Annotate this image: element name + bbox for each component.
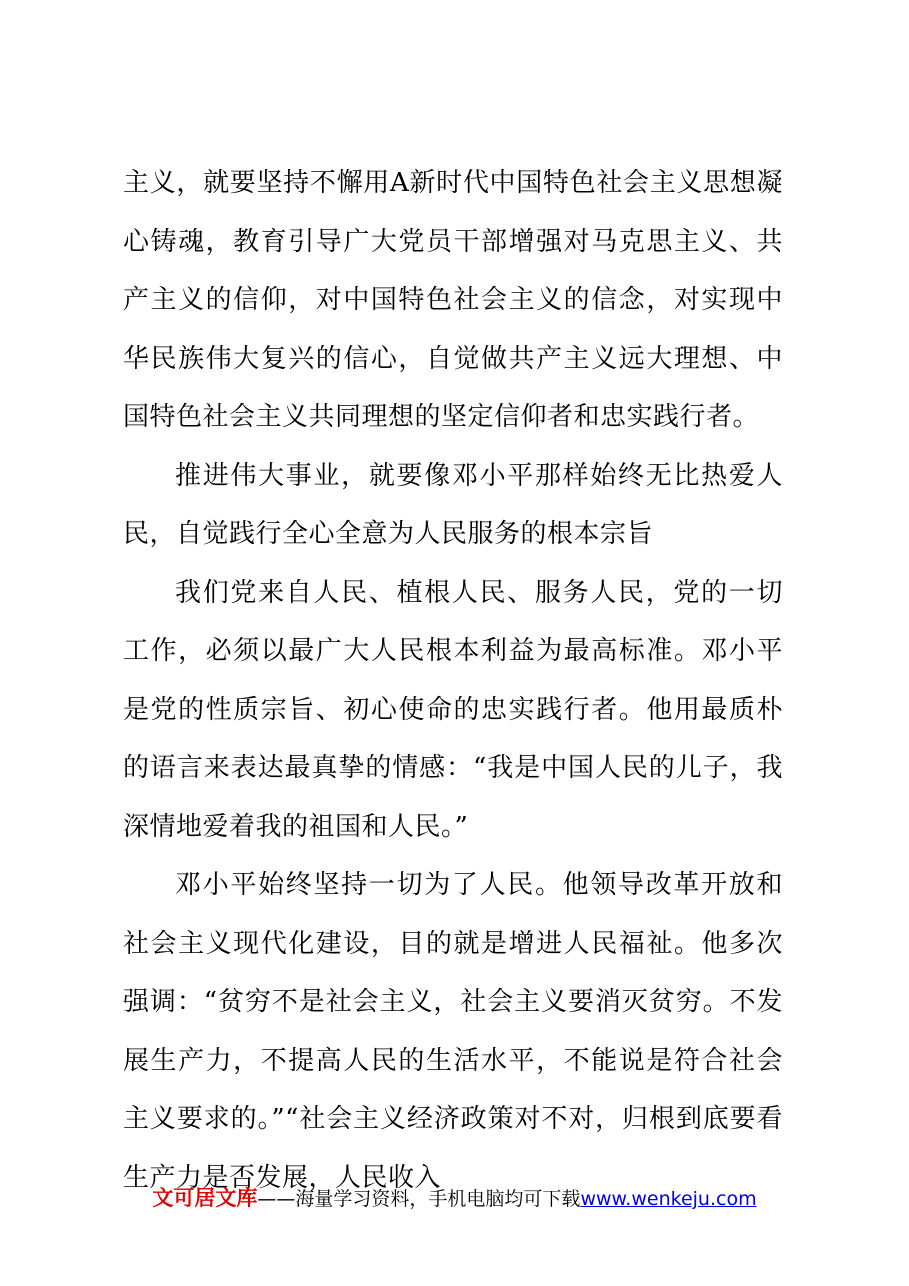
- document-body: [123, 154, 783, 1207]
- page-footer: [0, 1182, 909, 1212]
- paragraph: 主义，就要坚持不懈用A新时代中国特色社会主义思想凝心铸魂，教育引导广大党员干部增强对马克思主义、共产主义的信仰，对中国特色社会主义的信念，对实现中华民族伟大复兴的信心，自觉做共产主义远大理想、中国特色社会主义共同理想的坚定信仰者和忠实践行者。: [123, 168, 783, 432]
- paragraph: 我们党来自人民、植根人民、服务人民，党的一切工作，必须以最广大人民根本利益为最高标准。邓小平是党的性质宗旨、初心使命的忠实践行者。他用最质朴的语言来表达最真挚的情感：“我是中国人民的儿子，我深情地爱着我的祖国和人民。”: [123, 577, 783, 842]
- footer-website-link[interactable]: www.wenkeju.com: [580, 1188, 757, 1210]
- footer-brand: 文可居文库: [152, 1186, 258, 1210]
- footer-slogan: ——海量学习资料，手机电脑均可下载: [257, 1188, 581, 1210]
- paragraph: 推进伟大事业，就要像邓小平那样始终无比热爱人民，自觉践行全心全意为人民服务的根本宗旨: [123, 460, 783, 549]
- paragraph: 邓小平始终坚持一切为了人民。他领导改革开放和社会主义现代化建设，目的就是增进人民福祉。他多次强调：“贫穷不是社会主义，社会主义要消灭贫穷。不发展生产力，不提高人民的生活水平，不能说是符合社会主义要求的。”“社会主义经济政策对不对，归根到底要看生产力是否发展，人民收入: [123, 870, 783, 1193]
